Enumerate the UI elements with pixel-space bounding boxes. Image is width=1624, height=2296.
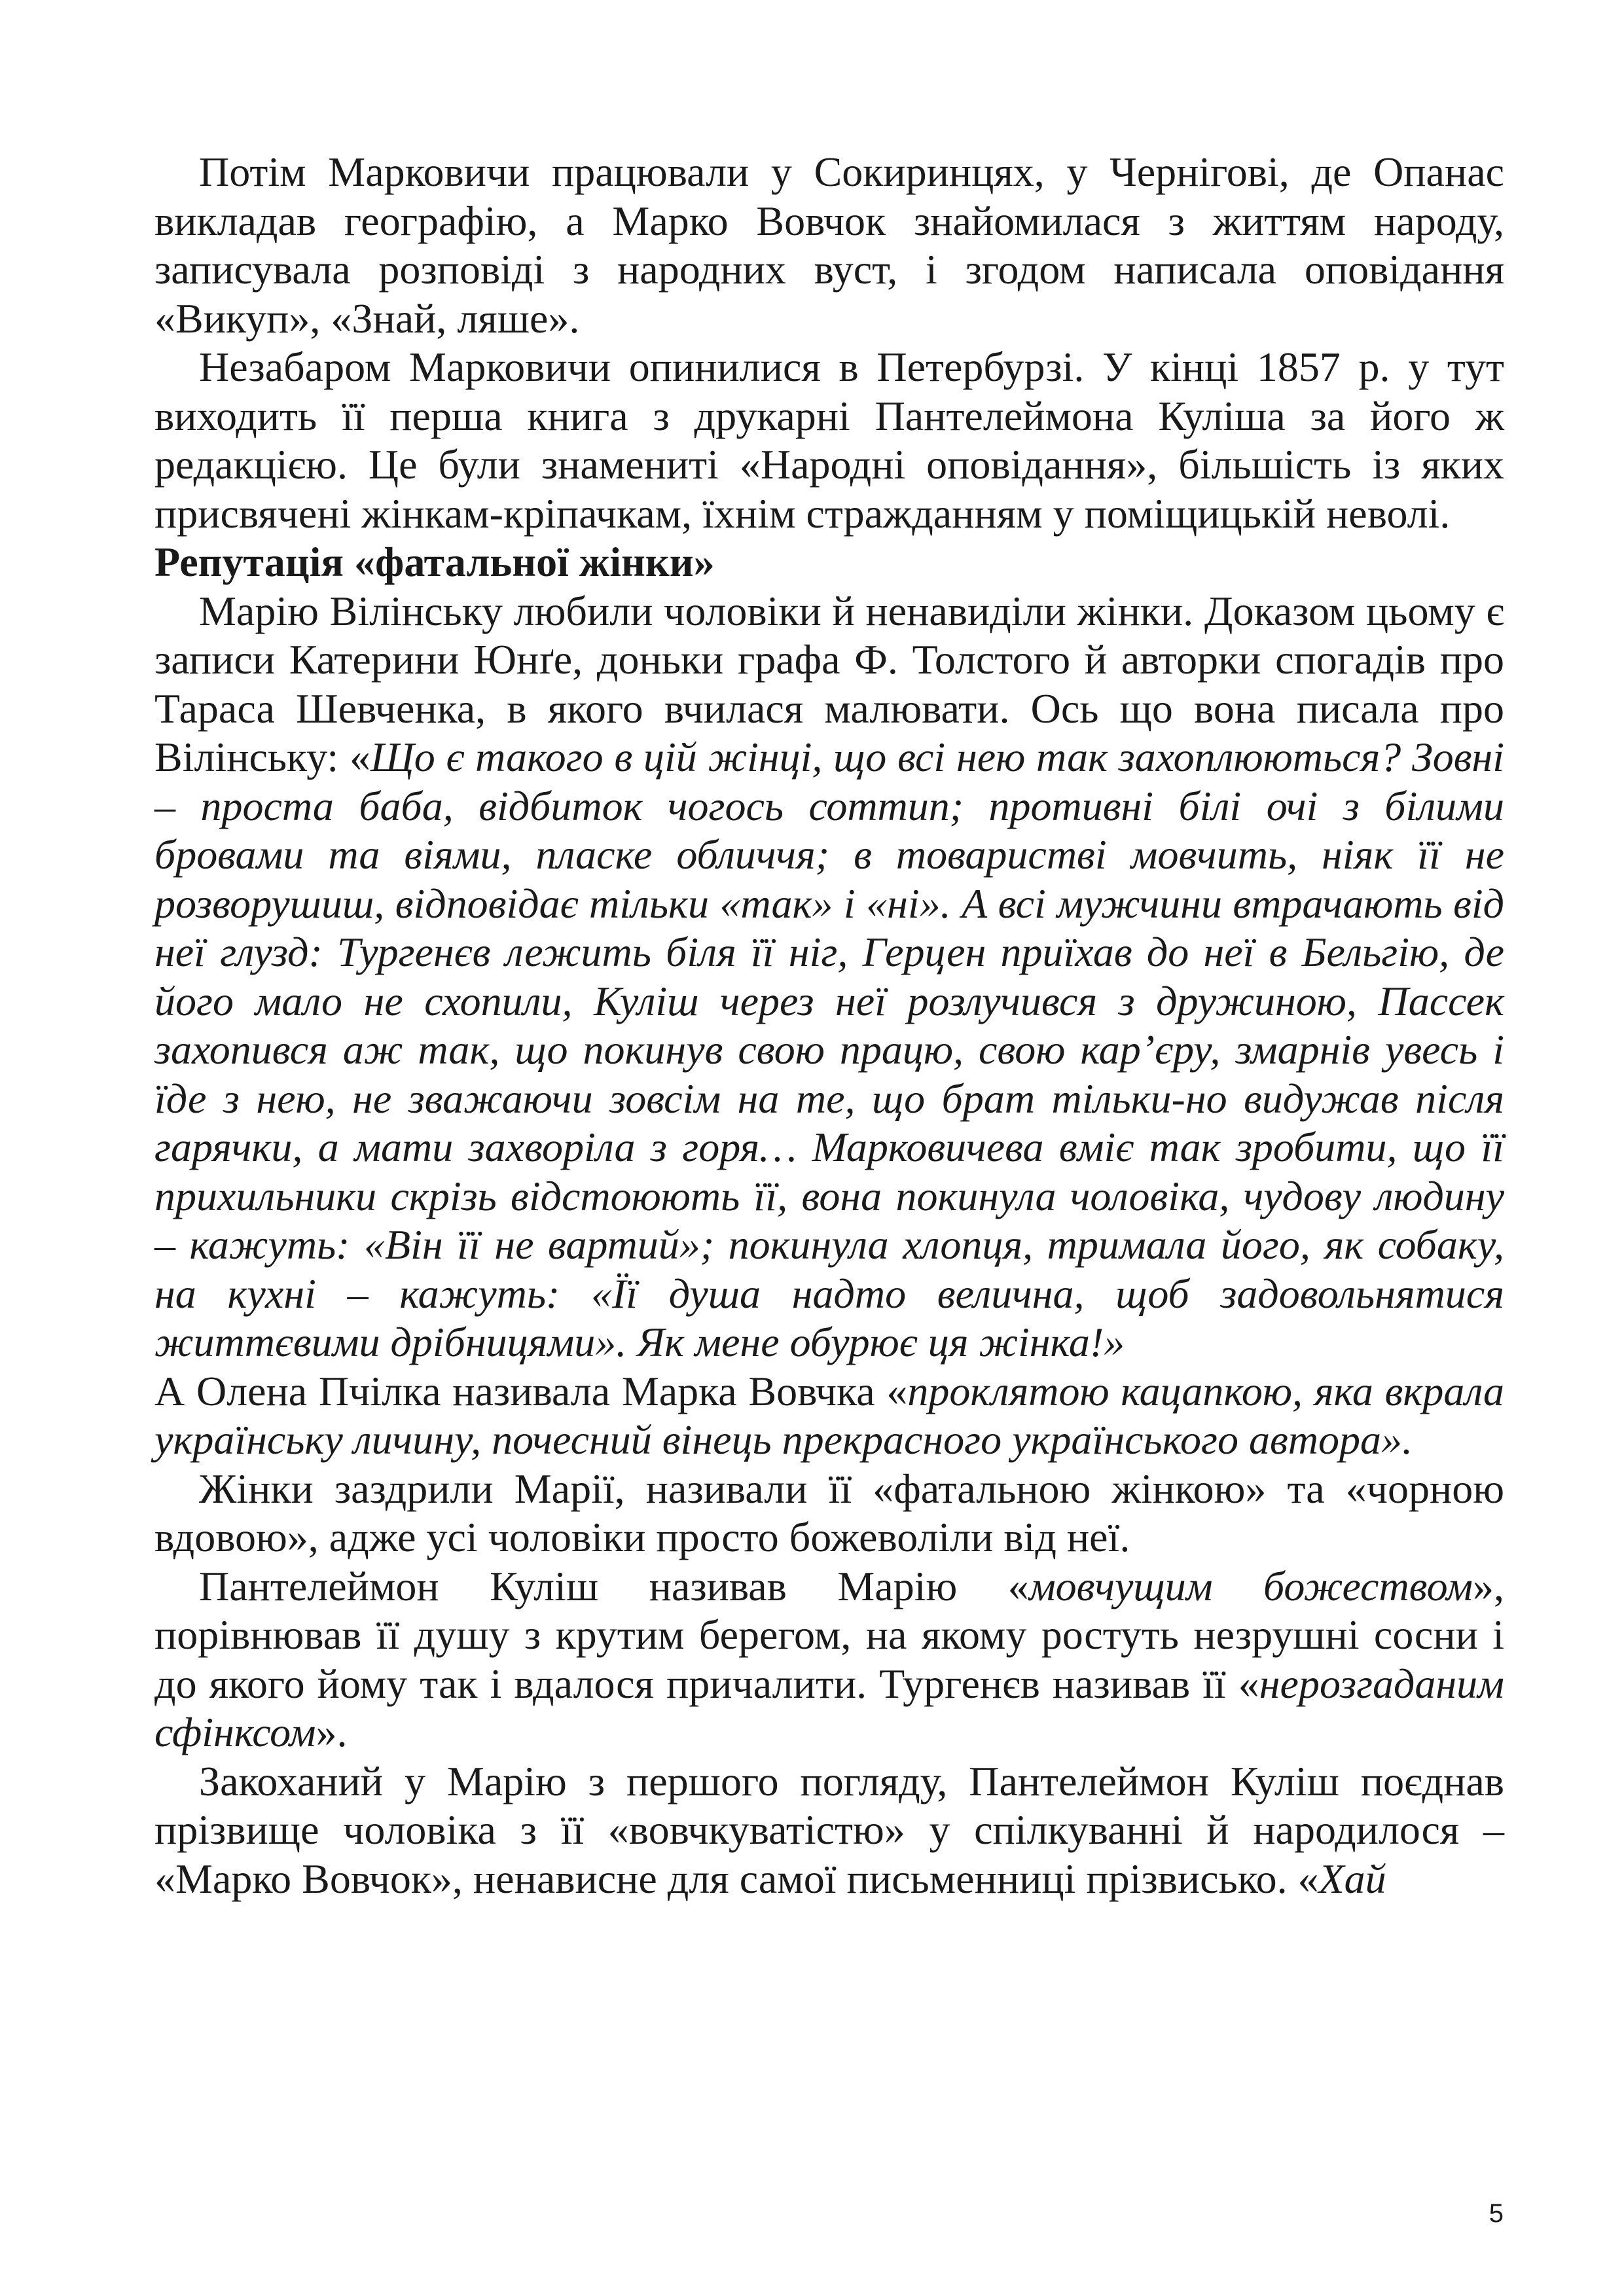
- paragraph-text: Пантелеймон Куліш називав Марію «: [199, 1562, 1029, 1609]
- quote-text: мовчущим божеством: [1028, 1562, 1473, 1609]
- paragraph-markovychi-work: [154, 148, 1504, 343]
- section-heading: Репутація «фатальної жінки»: [154, 539, 715, 585]
- paragraph-petersburg: [154, 343, 1504, 538]
- paragraph-text: Потім Марковичи працювали у Сокиринцях, у Чернігові, де Опанас викладав географію, а Марко Вовчок знайомилася з життям народу, записувала розповіді з народних вуст, і згодом написала оповідання «Викуп», «Знай, ляше».: [154, 149, 1504, 342]
- paragraph-women-envy: [154, 1465, 1504, 1562]
- paragraph-text: Незабаром Марковичи опинилися в Петербурзі. У кінці 1857 р. у тут виходить її перша книга з друкарні Пантелеймона Куліша за його ж редакцією. Це були знамениті «Народні оповідання», більшість із яких присвячені жінкам-кріпачкам, їхнім стражданням у поміщицькій неволі.: [154, 344, 1504, 537]
- paragraph-pseudonym: [154, 1757, 1504, 1904]
- paragraph-text: », порівнював її душу з крутим берегом, на якому ростуть незрушні сосни і до якого йому так і вдалося причалити. Тургенєв називав її «: [154, 1562, 1505, 1707]
- quote-text: Хай: [1318, 1855, 1386, 1902]
- paragraph-text: Закоханий у Марію з першого погляду, Пантелеймон Куліш поєднав прізвище чоловіка з її «вовчкуватістю» у спілкуванні й народилося – «Марко Вовчок», ненависне для самої письменниці прізвисько. «: [154, 1757, 1504, 1902]
- paragraph-text: Жінки заздрили Марії, називали її «фатальною жінкою» та «чорною вдовою», адже усі чоловіки просто божеволіли від неї.: [154, 1465, 1504, 1560]
- page-number: 5: [1489, 2199, 1504, 2228]
- document-page: [154, 148, 1504, 1903]
- quote-text: Що є такого в цій жінці, що всі нею так захоплюються? Зовні – проста баба, відбиток чогось соттип; противні білі очі з білими бровами та віями, пласке обличчя; в товаристві мовчить, ніяк її не розворушиш, відповідає тільки «так» і «ні». А всі мужчини втрачають від неї глузд: Тургенєв лежить біля її ніг, Герцен приїхав до неї в Бельгію, де його мало не схопили, Куліш через неї розлучився з дружиною, Пассек захопився аж так, що покинув свою працю, свою кар’єру, змарнів увесь і їде з нею, не зважаючи зовсім на те, що брат тільки-но видужав після гарячки, а мати захворіла з горя… Марковичева вміє так зробити, що її прихильники скрізь відстоюють її, вона покинула чоловіка, чудову людину – кажуть: «Він її не вартий»; покинула хлопця, тримала його, як собаку, на кухні – кажуть: «Її душа надто велична, щоб задовольнятися життєвими дрібницями». Як мене обурює ця жінка!»: [154, 734, 1505, 1365]
- paragraph-junge-quote: [154, 587, 1504, 1367]
- paragraph-text: ».: [316, 1709, 348, 1755]
- paragraph-text: Марію Вілінську любили чоловіки й ненавиділи жінки. Доказом цьому є записи Катерини Юнґе, доньки графа Ф. Толстого й авторки спогадів про Тараса Шевченка, в якого вчилася малювати. Ось що вона писала про Вілінську: «: [154, 587, 1504, 780]
- paragraph-text: А Олена Пчілка називала Марка Вовчка «: [154, 1367, 908, 1414]
- quote-text: проклятою кацапкою, яка вкрала українську личину, почесний вінець прекрасного українського автора».: [154, 1367, 1505, 1463]
- paragraph-kulish-name: [154, 1562, 1504, 1757]
- paragraph-pchilka: [154, 1367, 1504, 1465]
- quote-text: нерозгаданим сфінксом: [154, 1660, 1504, 1755]
